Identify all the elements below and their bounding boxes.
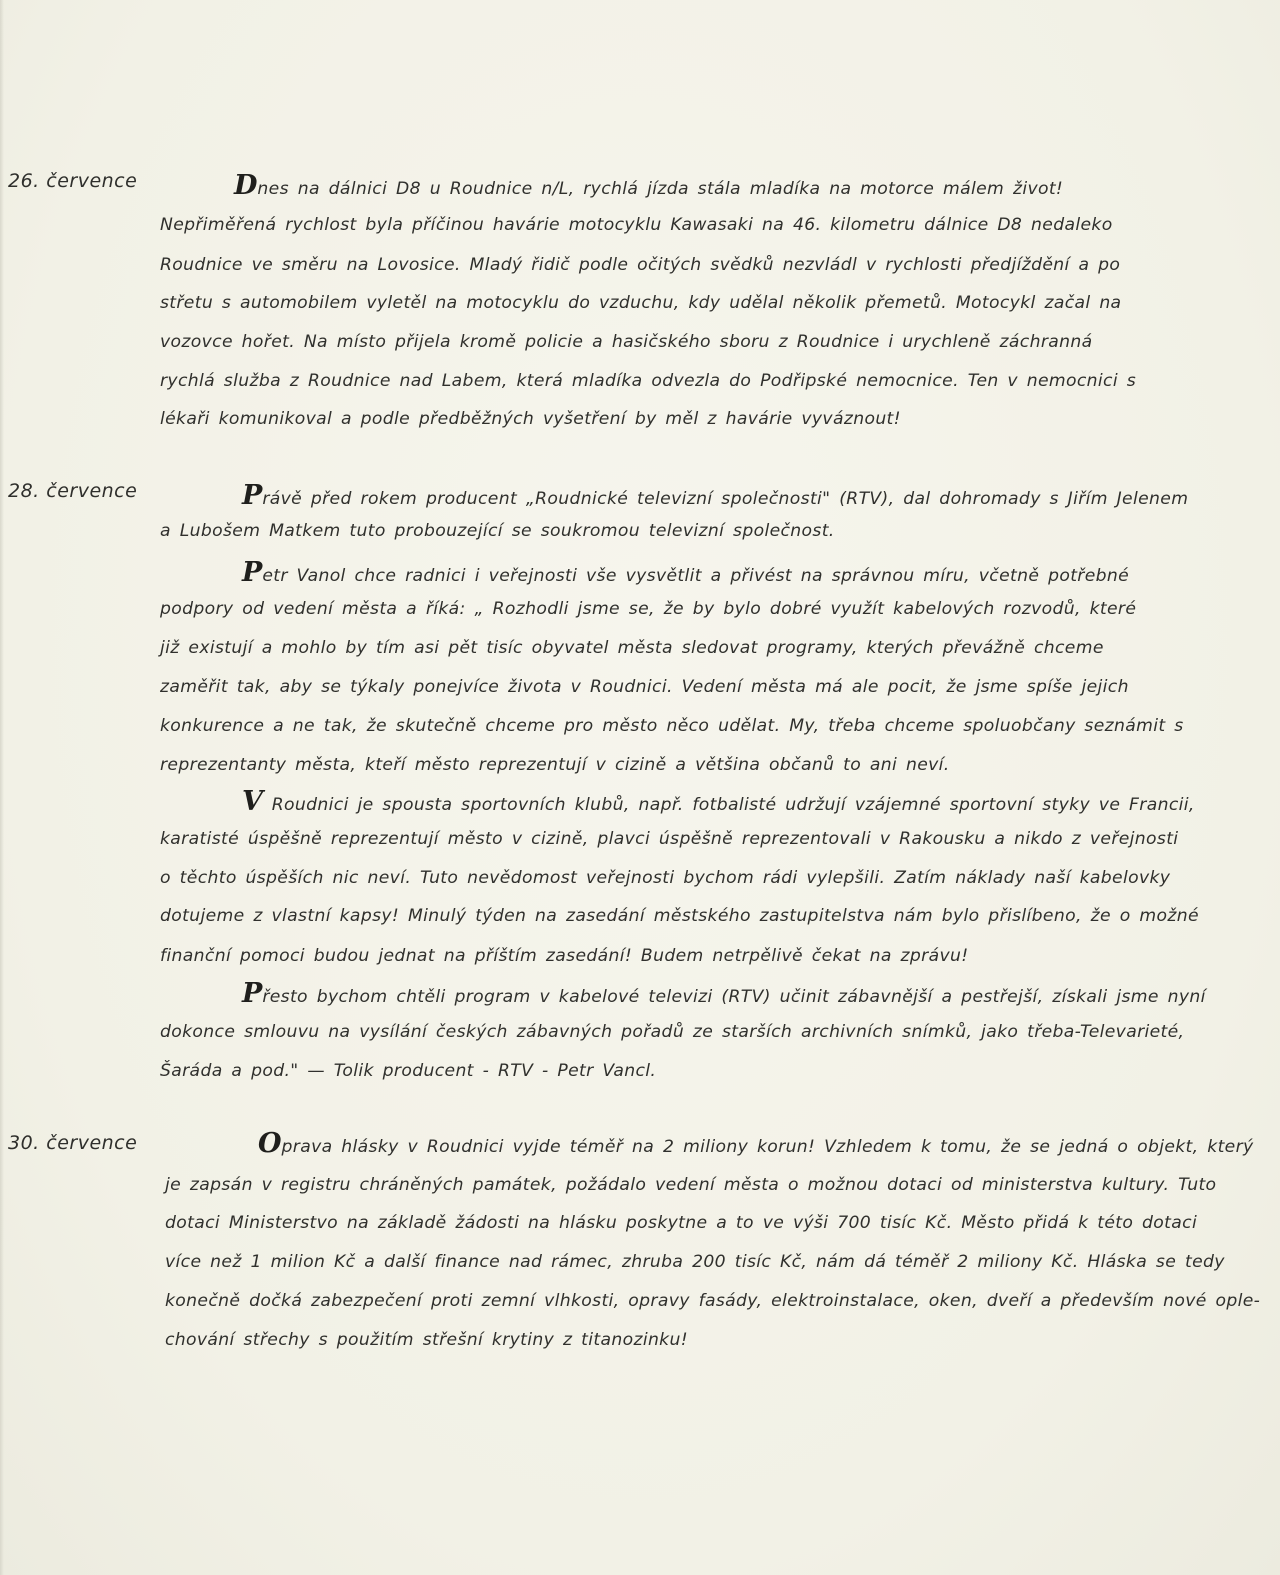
initial-capital: P: [242, 480, 263, 511]
initial-capital: P: [242, 978, 263, 1009]
entry-line: vozovce hořet. Na místo přijela kromě policie a hasičského sboru z Roudnice i urychleně záchranná: [160, 332, 1093, 352]
entry-line: a Lubošem Matkem tuto probouzející se soukromou televizní společnost.: [160, 521, 835, 541]
entry-line: Petr Vanol chce radnici i veřejnosti vše vysvětlit a přivést na správnou míru, včetně potřebné: [242, 557, 1130, 588]
entry-line: střetu s automobilem vyletěl na motocyklu do vzduchu, kdy udělal několik přemetů. Motocykl začal na: [160, 293, 1122, 313]
entry-line: více než 1 milion Kč a další finance nad rámec, zhruba 200 tisíc Kč, nám dá téměř 2 miliony Kč. Hláska se tedy: [165, 1252, 1225, 1272]
initial-capital: O: [258, 1128, 282, 1159]
entry-line: rychlá služba z Roudnice nad Labem, která mladíka odvezla do Podřipské nemocnice. Ten v nemocnici s: [160, 371, 1137, 391]
initial-capital: D: [234, 170, 258, 201]
entry-date: 30. července: [8, 1132, 138, 1154]
entry-line: dokonce smlouvu na vysílání českých zábavných pořadů ze starších archivních snímků, jako třeba-Televarieté,: [160, 1022, 1185, 1042]
entry-line: je zapsán v registru chráněných památek, požádalo vedení města o možnou dotaci od ministerstva kultury. Tuto: [165, 1175, 1217, 1195]
entry-line: podpory od vedení města a říká: „ Rozhodli jsme se, že by bylo dobré využít kabelových rozvodů, které: [160, 599, 1137, 619]
entry-line: finanční pomoci budou jednat na příštím zasedání! Budem netrpělivě čekat na zprávu!: [160, 946, 969, 966]
entry-date: 26. července: [8, 170, 138, 192]
entry-line: Šaráda a pod." — Tolik producent - RTV - Petr Vancl.: [160, 1061, 657, 1081]
entry-line: Právě před rokem producent „Roudnické televizní společnosti" (RTV), dal dohromady s Jiřím Jelenem: [242, 480, 1189, 511]
entry-line: již existují a mohlo by tím asi pět tisíc obyvatel města sledovat programy, kterých převážně chceme: [160, 638, 1104, 658]
entry-line: V Roudnici je spousta sportovních klubů, např. fotbalisté udržují vzájemné sportovní styky ve Francii,: [242, 786, 1195, 817]
entry-line: zaměřit tak, aby se týkaly ponejvíce života v Roudnici. Vedení města má ale pocit, že jsme spíše jejich: [160, 677, 1129, 697]
entry-line: reprezentanty města, kteří město reprezentují v cizině a většina občanů to ani neví.: [160, 755, 950, 775]
entry-line: dotujeme z vlastní kapsy! Minulý týden na zasedání městského zastupitelstva nám bylo přislíbeno, že o možné: [160, 906, 1199, 926]
entry-line: Dnes na dálnici D8 u Roudnice n/L, rychlá jízda stála mladíka na motorce málem život!: [234, 170, 1064, 201]
entry-line: karatisté úspěšně reprezentují město v cizině, plavci úspěšně reprezentovali v Rakousku a nikdo z veřejnosti: [160, 829, 1179, 849]
entry-line: o těchto úspěších nic neví. Tuto nevědomost veřejnosti bychom rádi vylepšili. Zatím náklady naší kabelovky: [160, 868, 1171, 888]
entry-date: 28. července: [8, 480, 138, 502]
entry-line: dotaci Ministerstvo na základě žádosti na hlásku poskytne a to ve výši 700 tisíc Kč. Město přidá k této dotaci: [165, 1213, 1198, 1233]
entry-line: konkurence a ne tak, že skutečně chceme pro město něco udělat. My, třeba chceme spoluobčany seznámit s: [160, 716, 1184, 736]
initial-capital: V: [242, 786, 263, 817]
entry-line: chování střechy s použitím střešní krytiny z titanozinku!: [165, 1330, 688, 1350]
entry-line: Přesto bychom chtěli program v kabelové televizi (RTV) učinit zábavnější a pestřejší, získali jsme nyní: [242, 978, 1206, 1009]
entry-line: Oprava hlásky v Roudnici vyjde téměř na 2 miliony korun! Vzhledem k tomu, že se jedná o objekt, který: [258, 1128, 1254, 1159]
entry-line: konečně dočká zabezpečení proti zemní vlhkosti, opravy fasády, elektroinstalace, oken, dveří a především nové ople-: [165, 1291, 1261, 1311]
page-edge-shadow: [0, 0, 4, 1575]
entry-line: Roudnice ve směru na Lovosice. Mladý řidič podle očitých svědků nezvládl v rychlosti předjíždění a po: [160, 255, 1121, 275]
entry-line: lékaři komunikoval a podle předběžných vyšetření by měl z havárie vyváznout!: [160, 409, 901, 429]
entry-line: Nepřiměřená rychlost byla příčinou havárie motocyklu Kawasaki na 46. kilometru dálnice D8 nedaleko: [160, 215, 1113, 235]
initial-capital: P: [242, 557, 263, 588]
